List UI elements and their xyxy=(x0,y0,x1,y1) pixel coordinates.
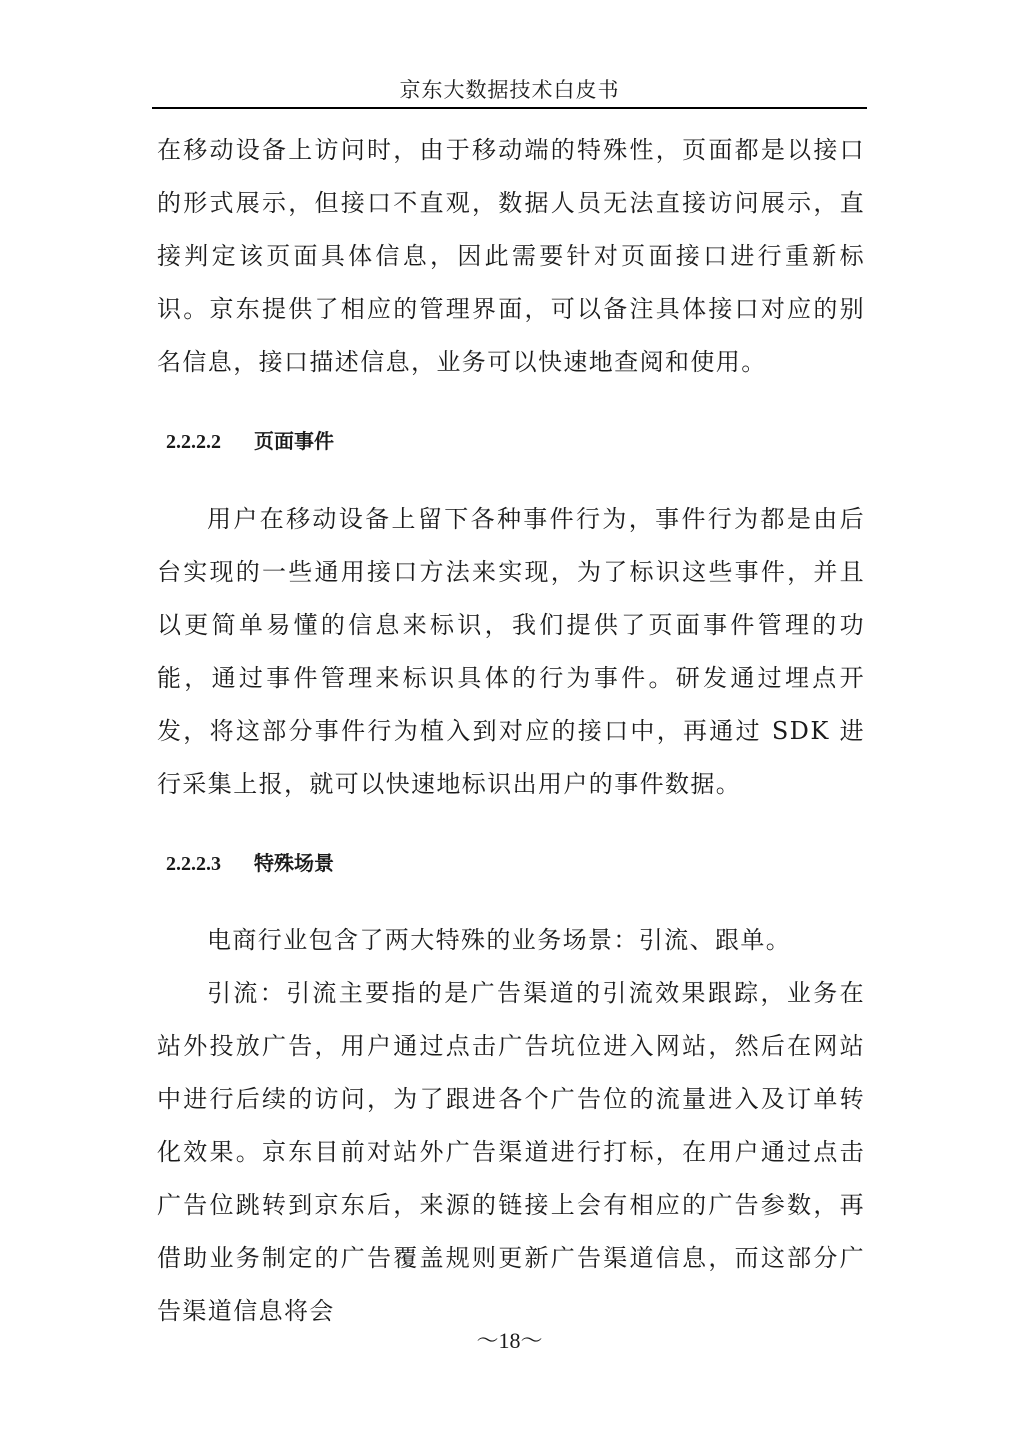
page-number: ～18～ xyxy=(476,1328,543,1353)
paragraph-interface-labeling: 在移动设备上访问时，由于移动端的特殊性，页面都是以接口的形式展示，但接口不直观，数据人员无法直接访问展示，直接判定该页面具体信息，因此需要针对页面接口进行重新标识。京东提供了相应的管理界面，可以备注具体接口对应的别名信息，接口描述信息，业务可以快速地查阅和使用。 xyxy=(157,136,865,376)
paragraph-traffic-diversion: 引流：引流主要指的是广告渠道的引流效果跟踪，业务在站外投放广告，用户通过点击广告坑位进入网站，然后在网站中进行后续的访问，为了跟进各个广告位的流量进入及订单转化效果。京东目前对站外广告渠道进行打标，在用户通过点击广告位跳转到京东后，来源的链接上会有相应的广告参数，再借助业务制定的广告覆盖规则更新广告渠道信息，而这部分广告渠道信息将会 xyxy=(157,979,865,1325)
section-number: 2.2.2.3 xyxy=(166,853,221,875)
section-number: 2.2.2.2 xyxy=(166,431,221,453)
section-title: 页面事件 xyxy=(254,429,334,453)
paragraph-special-scenarios-intro: 电商行业包含了两大特殊的业务场景：引流、跟单。 xyxy=(207,926,792,954)
section-heading-page-events xyxy=(166,427,334,456)
section-heading-special-scenarios xyxy=(166,849,334,878)
running-header-title: 京东大数据技术白皮书 xyxy=(399,78,620,102)
paragraph-page-events: 用户在移动设备上留下各种事件行为，事件行为都是由后台实现的一些通用接口方法来实现，为了标识这些事件，并且以更简单易懂的信息来标识，我们提供了页面事件管理的功能，通过事件管理来标识具体的行为事件。研发通过埋点开发，将这部分事件行为植入到对应的接口中，再通过 SDK 进行采集上报，就可以快速地标识出用户的事件数据。 xyxy=(157,505,865,798)
section-title: 特殊场景 xyxy=(254,851,334,875)
header-divider xyxy=(152,107,867,109)
